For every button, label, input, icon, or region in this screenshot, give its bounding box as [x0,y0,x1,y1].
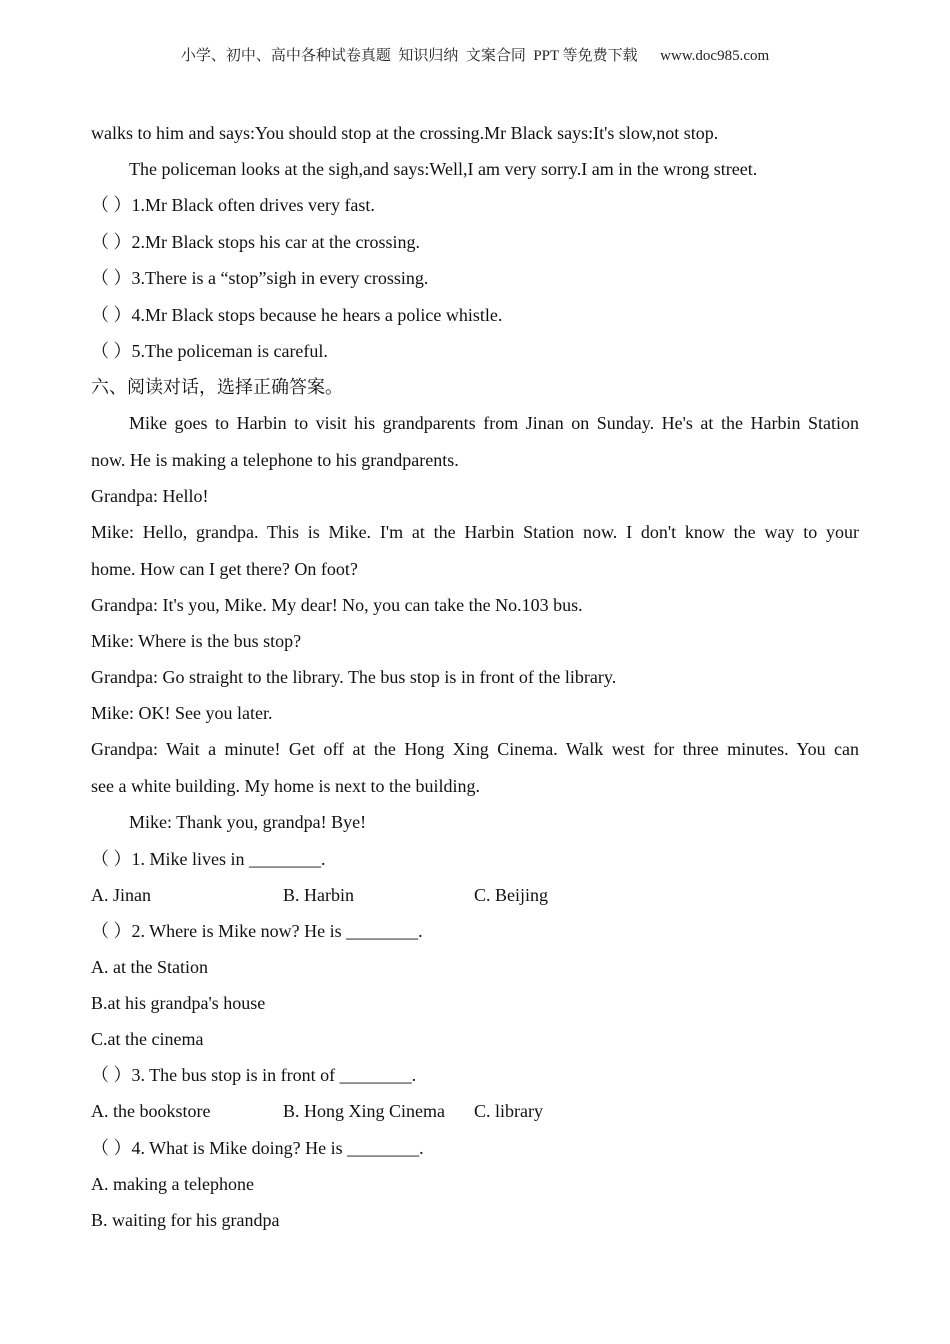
dialogue-line: Mike: OK! See you later. [91,703,273,723]
tf-question [91,266,428,290]
answer-blank[interactable]: （ ） [91,1138,132,1158]
intro-line: Mike goes to Harbin to visit his grandparents from Jinan on Sunday. He's at the Harbin Station [129,413,859,433]
question-text: 4. What is Mike doing? He is ________. [131,1138,424,1158]
dialogue-line: see a white building. My home is next to the building. [91,776,480,796]
intro-line: now. He is making a telephone to his grandparents. [91,450,459,470]
question-text: 2. Where is Mike now? He is ________. [131,921,423,941]
dialogue-line: Mike: Hello, grandpa. This is Mike. I'm at the Harbin Station now. I don't know the way to your [91,522,859,542]
answer-blank[interactable]: （ ） [91,305,132,325]
mc-question [91,919,423,943]
section-heading: 六、阅读对话，选择正确答案。 [91,377,343,397]
answer-blank[interactable]: （ ） [91,921,132,941]
answer-blank[interactable]: （ ） [91,268,132,288]
option-b[interactable]: B. Hong Xing Cinema [283,1101,445,1121]
option-b[interactable]: B.at his grandpa's house [91,993,266,1013]
option-c[interactable]: C.at the cinema [91,1029,204,1049]
dialogue-line: Mike: Where is the bus stop? [91,631,302,651]
answer-blank[interactable]: （ ） [91,232,132,252]
question-text: 3.There is a “stop”sigh in every crossing. [131,268,429,288]
tf-question [91,303,502,327]
question-text: 2.Mr Black stops his car at the crossing. [131,232,420,252]
question-text: 4.Mr Black stops because he hears a police whistle. [131,305,503,325]
question-text: 1. Mike lives in ________. [131,849,326,869]
option-a[interactable]: A. the bookstore [91,1101,211,1121]
dialogue-line: Grandpa: It's you, Mike. My dear! No, you can take the No.103 bus. [91,595,583,615]
passage-line: walks to him and says:You should stop at the crossing.Mr Black says:It's slow,not stop. [91,123,719,143]
option-b[interactable]: B. waiting for his grandpa [91,1210,280,1230]
tf-question [91,339,328,363]
answer-blank[interactable]: （ ） [91,195,132,215]
mc-question [91,1063,416,1087]
option-a[interactable]: A. at the Station [91,957,208,977]
dialogue-line: Grandpa: Wait a minute! Get off at the Hong Xing Cinema. Walk west for three minutes. You can [91,739,859,759]
option-b[interactable]: B. Harbin [283,885,354,905]
option-c[interactable]: C. Beijing [474,885,549,905]
question-text: 5.The policeman is careful. [131,341,328,361]
dialogue-line: Grandpa: Hello! [91,486,209,506]
tf-question [91,193,375,217]
mc-question [91,1136,424,1160]
option-c[interactable]: C. library [474,1101,543,1121]
mc-question [91,847,326,871]
dialogue-line: Mike: Thank you, grandpa! Bye! [129,812,367,832]
passage-line: The policeman looks at the sigh,and says:Well,I am very sorry.I am in the wrong street. [129,159,758,179]
answer-blank[interactable]: （ ） [91,1065,132,1085]
question-text: 1.Mr Black often drives very fast. [131,195,375,215]
dialogue-line: home. How can I get there? On foot? [91,559,358,579]
answer-blank[interactable]: （ ） [91,849,132,869]
dialogue-line: Grandpa: Go straight to the library. The bus stop is in front of the library. [91,667,617,687]
option-a[interactable]: A. making a telephone [91,1174,254,1194]
question-text: 3. The bus stop is in front of ________. [131,1065,417,1085]
tf-question [91,230,420,254]
answer-blank[interactable]: （ ） [91,341,132,361]
option-a[interactable]: A. Jinan [91,885,151,905]
page-header: 小学、初中、高中各种试卷真题 知识归纳 文案合同 PPT 等免费下载 www.doc985.com [180,48,770,64]
